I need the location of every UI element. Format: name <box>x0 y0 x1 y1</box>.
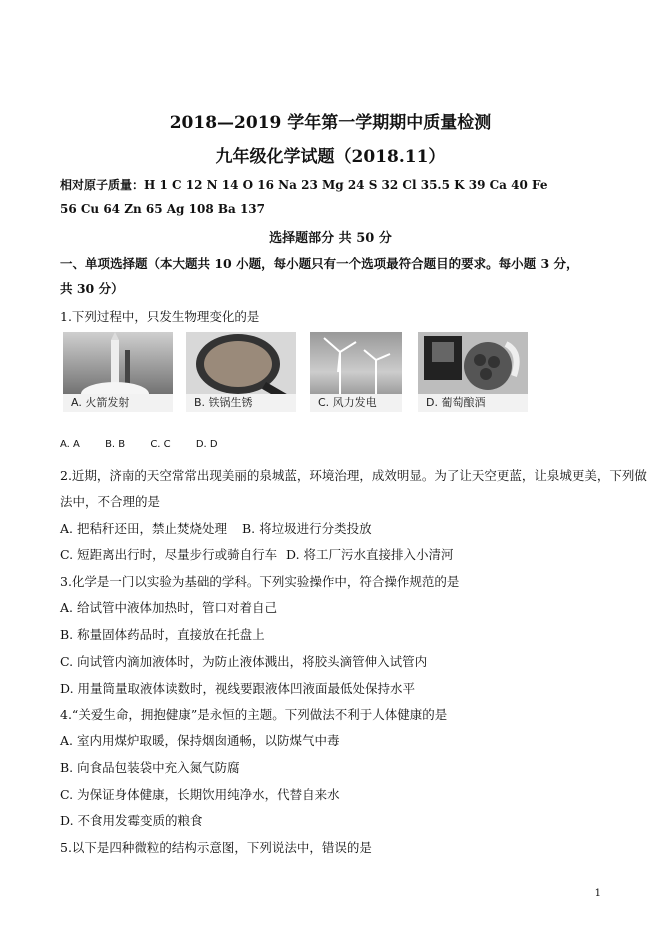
q4-stem: 4.“关爱生命，拥抱健康”是永恒的主题。下列做法不利于人体健康的是 <box>60 707 448 722</box>
q3-option-a[interactable]: A. 给试管中液体加热时，管口对着自己 <box>60 600 277 615</box>
q1-caption-c: C. 风力发电 <box>310 394 402 412</box>
section-title: 选择题部分 共 50 分 <box>269 231 392 246</box>
q2-stem-line-1: 2.近期，济南的天空常常出现美丽的泉城蓝，环境治理，成效明显。为了让天空更蓝，让泉城更美，下列做 <box>60 468 647 483</box>
atomic-mass-line-2: 56 Cu 64 Zn 65 Ag 108 Ba 137 <box>60 202 265 216</box>
q2-option-c[interactable]: C. 短距离出行时，尽量步行或骑自行车 <box>60 547 278 562</box>
q1-option-c[interactable]: C. C <box>150 439 171 450</box>
q1-option-b[interactable]: B. B <box>105 439 126 450</box>
q5-stem: 5.以下是四种微粒的结构示意图，下列说法中，错误的是 <box>60 840 372 855</box>
q3-option-d[interactable]: D. 用量筒量取液体读数时，视线要跟液体凹液面最低处保持水平 <box>60 681 416 696</box>
q4-option-c[interactable]: C. 为保证身体健康，长期饮用纯净水，代替自来水 <box>60 787 340 802</box>
section-instruction-line-1: 一、单项选择题（本大题共 10 小题，每小题只有一个选项最符合题目的要求。每小题 3 分， <box>60 256 579 271</box>
section-instruction-line-2: 共 30 分） <box>60 281 124 296</box>
q3-option-b[interactable]: B. 称量固体药品时，直接放在托盘上 <box>60 627 265 642</box>
q1-option-d[interactable]: D. D <box>195 439 218 450</box>
q1-caption-b: B. 铁锅生锈 <box>186 394 296 412</box>
q1-caption-d: D. 葡萄酿酒 <box>418 394 528 412</box>
q1-image-c <box>310 332 402 412</box>
q2-option-d[interactable]: D. 将工厂污水直接排入小清河 <box>286 547 454 562</box>
q1-stem: 1.下列过程中，只发生物理变化的是 <box>60 309 260 324</box>
q3-option-c[interactable]: C. 向试管内滴加液体时，为防止液体溅出，将胶头滴管伸入试管内 <box>60 654 428 669</box>
q1-image-a <box>63 332 173 412</box>
q1-image-b <box>186 332 296 412</box>
q1-image-d <box>418 332 528 412</box>
q1-option-a[interactable]: A. A <box>60 439 80 450</box>
page-number: 1 <box>594 888 601 899</box>
q4-option-d[interactable]: D. 不食用发霉变质的粮食 <box>60 813 203 828</box>
exam-title: 2018—2019 学年第一学期期中质量检测 <box>169 113 492 133</box>
exam-subtitle: 九年级化学试题（2018.11） <box>215 147 446 167</box>
atomic-mass-line-1: 相对原子质量：H 1 C 12 N 14 O 16 Na 23 Mg 24 S 32 Cl 35.5 K 39 Ca 40 Fe <box>60 178 548 192</box>
q4-option-a[interactable]: A. 室内用煤炉取暖，保持烟囱通畅，以防煤气中毒 <box>60 733 340 748</box>
q2-option-b[interactable]: B. 将垃圾进行分类投放 <box>242 521 372 536</box>
q1-caption-a: A. 火箭发射 <box>63 394 173 412</box>
q4-option-b[interactable]: B. 向食品包装袋中充入氮气防腐 <box>60 760 240 775</box>
q1-options <box>60 439 240 450</box>
q2-stem-line-2: 法中，不合理的是 <box>60 494 161 509</box>
q3-stem: 3.化学是一门以实验为基础的学科。下列实验操作中，符合操作规范的是 <box>60 574 460 589</box>
q2-option-a[interactable]: A. 把秸秆还田，禁止焚烧处理 <box>60 521 227 536</box>
